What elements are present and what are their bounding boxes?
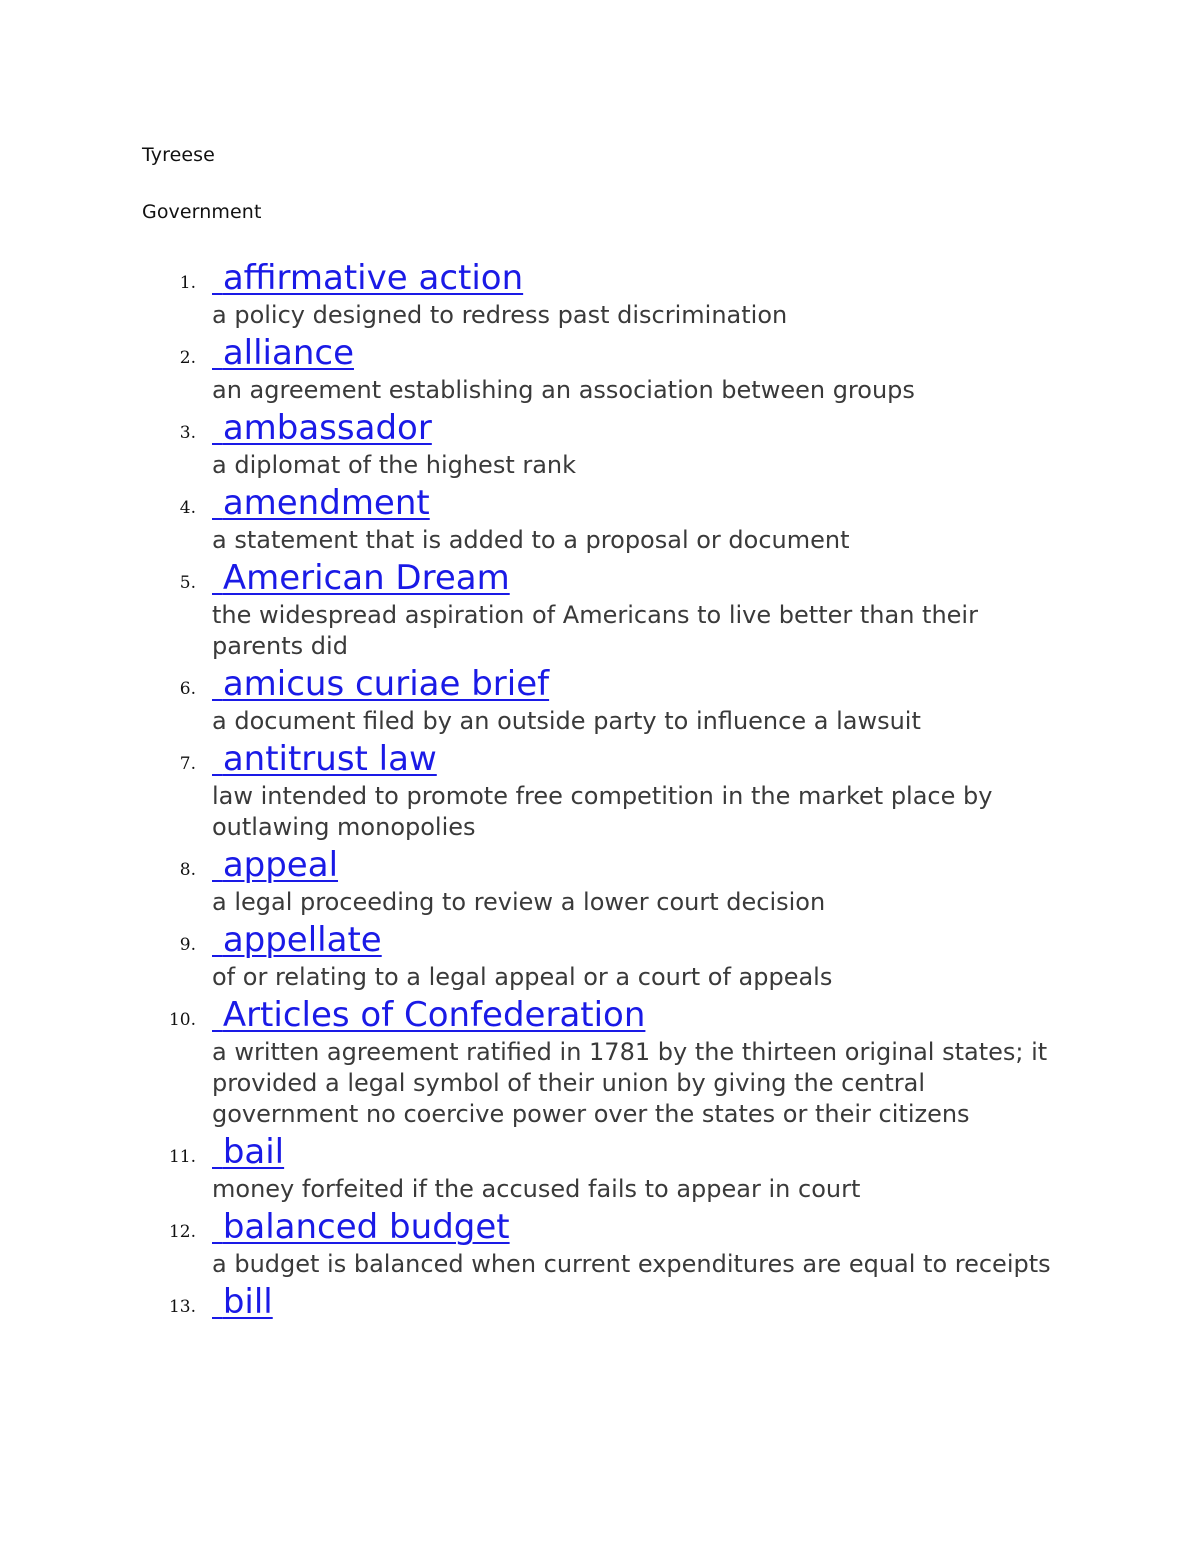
term-link-affirmative-action[interactable]: affirmative action bbox=[222, 258, 524, 298]
term-definition: the widespread aspiration of Americans to live better than their parents did bbox=[212, 601, 978, 660]
term-link-articles-of-confederation[interactable]: Articles of Confederation bbox=[222, 995, 646, 1035]
item-number: 7. bbox=[179, 754, 196, 774]
document-subject: Government bbox=[142, 201, 262, 223]
glossary-item bbox=[0, 256, 1072, 331]
glossary-item bbox=[0, 843, 1072, 918]
term-definition: a legal proceeding to review a lower court decision bbox=[212, 888, 826, 916]
term-link-amicus-curiae-brief[interactable]: amicus curiae brief bbox=[222, 664, 550, 704]
term-definition: a budget is balanced when current expenditures are equal to receipts bbox=[212, 1250, 1051, 1278]
item-number: 13. bbox=[168, 1297, 196, 1317]
item-number: 12. bbox=[168, 1222, 196, 1242]
glossary-item bbox=[0, 993, 1072, 1130]
glossary-item bbox=[0, 406, 1072, 481]
term-link-appeal[interactable]: appeal bbox=[222, 845, 339, 885]
glossary-item bbox=[0, 1130, 1072, 1205]
term-definition: a document filed by an outside party to influence a lawsuit bbox=[212, 707, 921, 735]
term-definition: an agreement establishing an association between groups bbox=[212, 376, 915, 404]
term-definition: law intended to promote free competition in the market place by outlawing monopolies bbox=[212, 782, 993, 841]
term-link-appellate[interactable]: appellate bbox=[222, 920, 382, 960]
term-link-balanced-budget[interactable]: balanced budget bbox=[222, 1207, 510, 1247]
item-number: 4. bbox=[179, 498, 196, 518]
glossary-item bbox=[0, 918, 1072, 993]
glossary-list bbox=[0, 256, 1200, 1324]
item-number: 6. bbox=[179, 679, 196, 699]
item-number: 11. bbox=[168, 1147, 196, 1167]
item-number: 9. bbox=[179, 935, 196, 955]
term-definition: money forfeited if the accused fails to appear in court bbox=[212, 1175, 861, 1203]
term-link-amendment[interactable]: amendment bbox=[222, 483, 430, 523]
glossary-item bbox=[0, 1205, 1072, 1280]
item-number: 3. bbox=[179, 423, 196, 443]
glossary-item bbox=[0, 481, 1072, 556]
term-link-bill[interactable]: bill bbox=[222, 1282, 273, 1322]
glossary-item bbox=[0, 662, 1072, 737]
term-link-american-dream[interactable]: American Dream bbox=[222, 558, 510, 598]
glossary-item bbox=[0, 331, 1072, 406]
term-link-ambassador[interactable]: ambassador bbox=[222, 408, 432, 448]
item-number: 8. bbox=[179, 860, 196, 880]
term-link-antitrust-law[interactable]: antitrust law bbox=[222, 739, 437, 779]
term-definition: a written agreement ratified in 1781 by the thirteen original states; it provided a legal symbol of their union by giving the central government no coercive power over the states or their citizens bbox=[212, 1038, 1048, 1128]
author-name: Tyreese bbox=[142, 144, 215, 166]
item-number: 2. bbox=[179, 348, 196, 368]
glossary-item bbox=[0, 1280, 1072, 1324]
term-definition: of or relating to a legal appeal or a court of appeals bbox=[212, 963, 833, 991]
term-link-alliance[interactable]: alliance bbox=[222, 333, 354, 373]
glossary-item bbox=[0, 556, 1072, 662]
term-definition: a statement that is added to a proposal or document bbox=[212, 526, 850, 554]
item-number: 10. bbox=[168, 1010, 196, 1030]
term-definition: a diplomat of the highest rank bbox=[212, 451, 577, 479]
glossary-item bbox=[0, 737, 1072, 843]
item-number: 5. bbox=[179, 573, 196, 593]
term-definition: a policy designed to redress past discrimination bbox=[212, 301, 788, 329]
item-number: 1. bbox=[179, 273, 196, 293]
term-link-bail[interactable]: bail bbox=[222, 1132, 285, 1172]
